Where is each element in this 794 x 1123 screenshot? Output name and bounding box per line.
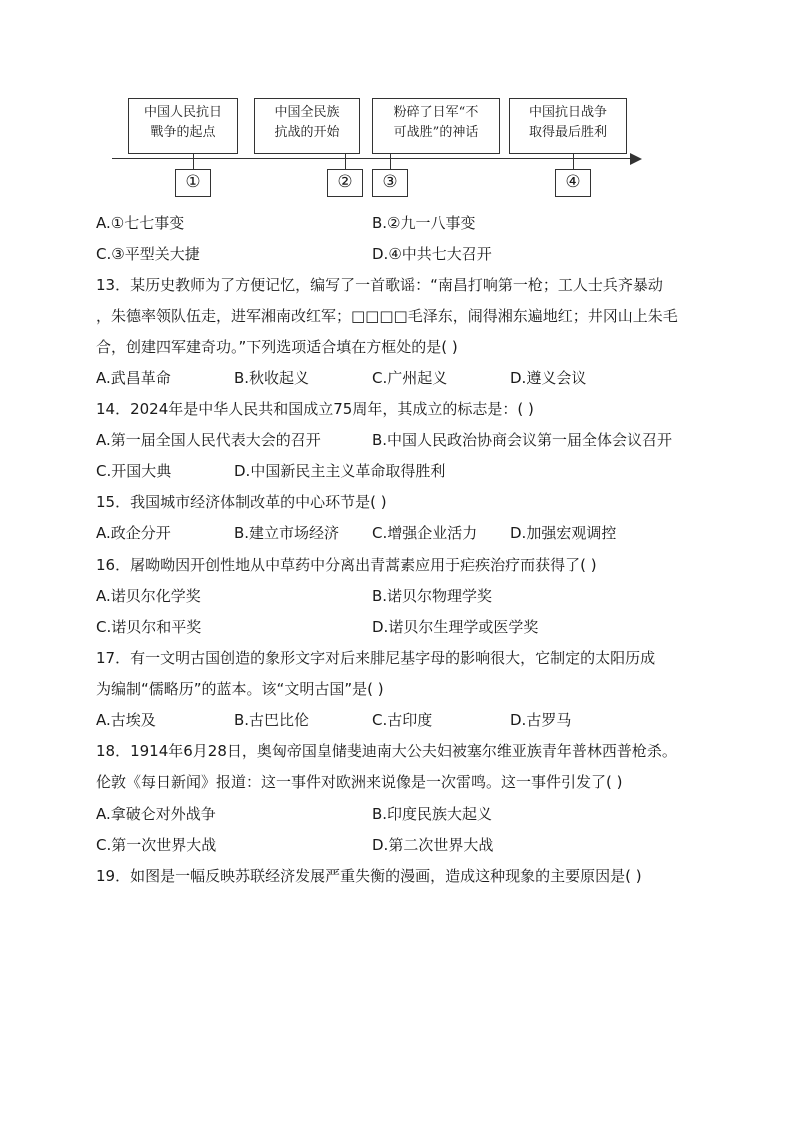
q13-option-d: D.遵义会议 (510, 369, 587, 387)
q17-option-d: D.古罗马 (510, 711, 572, 729)
timeline-tick-4 (573, 154, 574, 169)
q14-option-c: C.开国大典 (96, 462, 172, 480)
q14-stem-line1: 14．2024年是中华人民共和国成立75周年，其成立的标志是：( ) (96, 400, 534, 418)
q14-option-b: B.中国人民政治协商会议第一届全体会议召开 (372, 431, 673, 449)
q15-option-b: B.建立市场经济 (234, 524, 340, 542)
timeline-box-4-line1: 中国抗日战争 (528, 105, 607, 120)
timeline-box-3 (372, 98, 500, 154)
q17-option-c: C.古印度 (372, 711, 433, 729)
q18-option-d: D.第二次世界大战 (372, 836, 494, 854)
q14-option-a: A.第一届全国人民代表大会的召开 (96, 431, 321, 449)
q13-stem-line3: 合，创建四军建奇功。”下列选项适合填在方框处的是( ) (96, 338, 458, 356)
timeline-box-1 (128, 98, 238, 154)
timeline-box-4-line2: 取得最后胜利 (528, 125, 607, 140)
timeline-axis (112, 158, 632, 159)
q13-option-b: B.秋收起义 (234, 369, 310, 387)
q14-option-d: D.中国新民主主义革命取得胜利 (234, 462, 446, 480)
timeline-marker-1: ① (175, 169, 211, 197)
timeline-marker-2: ② (327, 169, 363, 197)
q18-stem-line2: 伦敦《每日新闻》报道：这一事件对欧洲来说像是一次雷鸣。这一事件引发了( ) (96, 773, 623, 791)
timeline-tick-3 (390, 154, 391, 169)
q16-stem-line1: 16．屠呦呦因开创性地从中草药中分离出青蒿素应用于疟疾治疗而获得了( ) (96, 556, 597, 574)
q12-option-c: C.③平型关大捷 (96, 245, 200, 263)
q18-option-b: B.印度民族大起义 (372, 805, 493, 823)
q16-option-b: B.诺贝尔物理学奖 (372, 587, 493, 605)
timeline-box-3-line1: 粉碎了日军“不 (393, 105, 479, 120)
timeline-box-4 (509, 98, 627, 154)
q13-stem-line1: 13．某历史教师为了方便记忆，编写了一首歌谣：“南昌打响第一枪；工人士兵齐暴动 (96, 276, 663, 294)
timeline-box-3-line2: 可战胜”的神话 (393, 125, 479, 140)
timeline-arrow-icon (630, 153, 642, 165)
q18-option-a: A.拿破仑对外战争 (96, 805, 216, 823)
q13-option-a: A.武昌革命 (96, 369, 171, 387)
timeline-box-1-line2: 戰争的起点 (150, 125, 216, 140)
timeline-box-1-line1: 中国人民抗日 (143, 105, 222, 120)
timeline-tick-2 (345, 154, 346, 169)
q15-option-c: C.增强企业活力 (372, 524, 478, 542)
timeline-box-2 (254, 98, 360, 154)
timeline-box-2-line1: 中国全民族 (274, 105, 340, 120)
q17-option-a: A.古埃及 (96, 711, 156, 729)
q16-option-c: C.诺贝尔和平奖 (96, 618, 202, 636)
q12-option-b: B.②九一八事变 (372, 214, 476, 232)
q15-stem-line1: 15．我国城市经济体制改革的中心环节是( ) (96, 493, 387, 511)
q17-option-b: B.古巴比伦 (234, 711, 310, 729)
q18-option-c: C.第一次世界大战 (96, 836, 217, 854)
q16-option-a: A.诺贝尔化学奖 (96, 587, 201, 605)
timeline-box-2-line2: 抗战的开始 (274, 125, 340, 140)
timeline-figure (0, 0, 794, 210)
q12-option-a: A.①七七事变 (96, 214, 185, 232)
q17-stem-line1: 17．有一文明古国创造的象形文字对后来腓尼基字母的影响很大，它制定的太阳历成 (96, 649, 656, 667)
q17-stem-line2: 为编制“儒略历”的蓝本。该“文明古国”是( ) (96, 680, 384, 698)
q16-option-d: D.诺贝尔生理学或医学奖 (372, 618, 539, 636)
timeline-tick-1 (193, 154, 194, 169)
timeline-marker-4: ④ (555, 169, 591, 197)
q18-stem-line1: 18．1914年6月28日，奥匈帝国皇储斐迪南大公夫妇被塞尔维亚族青年普林西普枪杀。 (96, 742, 677, 760)
timeline-marker-3: ③ (372, 169, 408, 197)
q13-option-c: C.广州起义 (372, 369, 448, 387)
q13-stem-line2: ，朱德率领队伍走，进军湘南改红军；□□□□毛泽东，闹得湘东遍地红；井冈山上朱毛 (96, 307, 678, 325)
q15-option-a: A.政企分开 (96, 524, 171, 542)
q15-option-d: D.加强宏观调控 (510, 524, 617, 542)
q12-option-d: D.④中共七大召开 (372, 245, 492, 263)
q19-stem-line1: 19．如图是一幅反映苏联经济发展严重失衡的漫画，造成这种现象的主要原因是( ) (96, 867, 642, 885)
